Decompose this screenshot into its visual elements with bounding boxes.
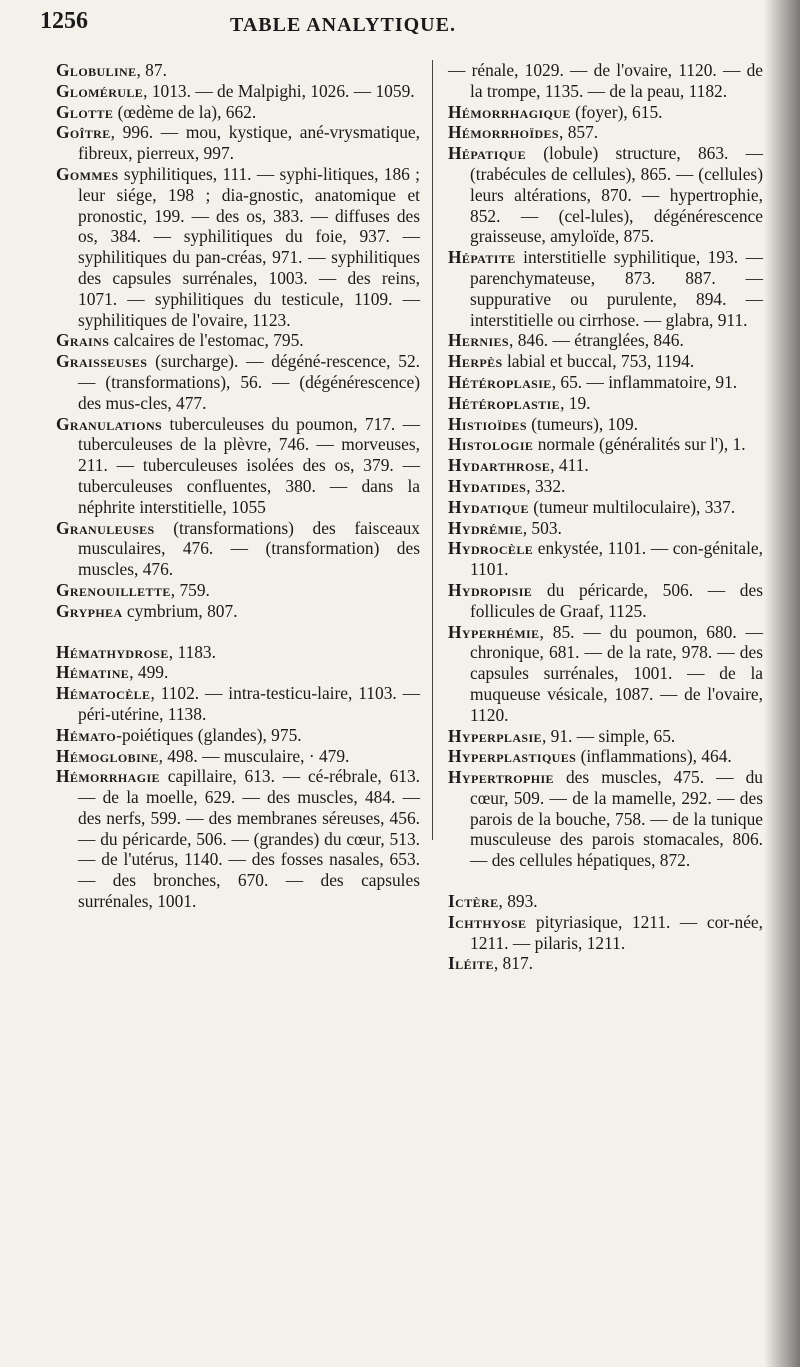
index-entry — [56, 414, 420, 518]
entry-headword: Hydarthrose — [448, 455, 551, 476]
entry-text: , 498. — musculaire, · 479. — [158, 745, 350, 766]
entry-headword: Hémathydrose — [56, 641, 169, 662]
entry-text: pityriasique, 1211. — cor-née, 1211. — pilaris, 1211. — [470, 911, 763, 953]
entry-headword: Histologie — [448, 434, 534, 455]
entry-headword: Granulations — [56, 413, 163, 434]
entry-headword: Herpès — [448, 351, 503, 372]
index-entry — [56, 330, 420, 351]
index-entry — [448, 767, 763, 871]
entry-headword: Hydrémie — [448, 517, 523, 538]
index-entry — [448, 455, 763, 476]
index-entry — [448, 497, 763, 518]
index-entry — [448, 247, 763, 330]
index-entry — [448, 122, 763, 143]
entry-text: , 332. — [526, 475, 566, 496]
index-entry — [448, 476, 763, 497]
index-entry — [448, 143, 763, 247]
entry-headword: Ictère — [448, 891, 499, 912]
entry-text: capillaire, 613. — cé-rébrale, 613. — de la moelle, 629. — des muscles, 484. — des nerfs, 599. — des membranes séreuses, 456. — du péricarde, 506. — (grandes) du cœur, 513. — de l'utérus, 1140. — des fosses nasales, 653. — des bronches, 670. — des capsules surrénales, 1001. — [78, 766, 420, 912]
entry-headword: Gommes — [56, 163, 119, 184]
entry-headword: Hétéroplastie — [448, 392, 561, 413]
entry-text: enkystée, 1101. — con-génitale, 1101. — [470, 538, 763, 580]
index-entry — [56, 102, 420, 123]
index-entry — [56, 518, 420, 580]
entry-text: , 893. — [498, 891, 538, 912]
index-entry — [448, 393, 763, 414]
column-divider — [432, 60, 433, 840]
entry-headword: Hydatique — [448, 496, 529, 517]
index-entry — [56, 351, 420, 413]
index-entry — [56, 683, 420, 725]
entry-text: cymbrium, 807. — [122, 600, 238, 621]
entry-text: syphilitiques, 111. — syphi-litiques, 186 ; leur siége, 198 ; dia-gnostic, anatomique et pronostic, 199. — des os, 383. — diffuses des os, 384. — syphilitiques du foie, 937. — syphilitiques du pan-créas, 971. — syphilitiques des capsules surrénales, 1003. — des reins, 1071. — syphilitiques du testicule, 1109. — syphilitiques de l'ovaire, 1123. — [78, 163, 420, 330]
entry-headword: Hématocèle — [56, 683, 151, 704]
entry-text: , 19. — [560, 392, 591, 413]
index-entry — [448, 351, 763, 372]
index-entry — [56, 122, 420, 164]
entry-headword: Hémoglobine — [56, 745, 159, 766]
entry-headword: Grains — [56, 330, 110, 351]
index-entry — [448, 726, 763, 747]
page-number: 1256 — [40, 8, 88, 34]
index-entry — [448, 953, 763, 974]
index-entry — [448, 580, 763, 622]
entry-text: -poiétiques (glandes), 975. — [116, 724, 302, 745]
entry-text: , 1183. — [168, 641, 216, 662]
entry-headword: Hydropisie — [448, 579, 533, 600]
index-entry — [56, 60, 420, 81]
entry-headword: Hémorrhagique — [448, 101, 571, 122]
index-entry — [56, 642, 420, 663]
entry-text: , 85. — du poumon, 680. — chronique, 681. — de la rate, 978. — des capsules surrénales, 1001. — de la muqueuse vésicale, 1087. — de l'ovaire, 1120. — [470, 621, 763, 725]
entry-text: , 759. — [170, 579, 210, 600]
index-entry — [448, 746, 763, 767]
entry-text: (tumeur multiloculaire), 337. — [528, 496, 736, 517]
index-entry — [448, 434, 763, 455]
entry-text: du péricarde, 506. — des follicules de Graaf, 1125. — [470, 579, 763, 621]
entry-text: tuberculeuses du poumon, 717. — tuberculeuses de la plèvre, 746. — morveuses, 211. — tuberculeuses isolées des os, 379. — tuberculeuses confluentes, 380. — dans la néphrite interstitielle, 1055 — [78, 413, 420, 517]
entry-headword: Hépatique — [448, 143, 527, 164]
entry-text: (transformations) des faisceaux musculaires, 476. — (transformation) des muscles, 476. — [78, 517, 420, 580]
entry-text: normale (généralités sur l'), 1. — [533, 434, 746, 455]
entry-text: , 411. — [550, 455, 589, 476]
entry-headword: Hyperhémie — [448, 621, 540, 642]
entry-text: (tumeurs), 109. — [526, 413, 638, 434]
index-entry — [56, 601, 420, 622]
entry-text: calcaires de l'estomac, 795. — [109, 330, 304, 351]
index-entry — [448, 622, 763, 726]
entry-text: , 846. — étranglées, 846. — [509, 330, 684, 351]
entry-text: (surcharge). — dégéné-rescence, 52. — (transformations), 56. — (dégénérescence) des mus-cles, 477. — [78, 351, 420, 413]
entry-text: (inflammations), 464. — [576, 746, 732, 767]
entry-headword: Hernies — [448, 330, 510, 351]
entry-text: des muscles, 475. — du cœur, 509. — de la mamelle, 292. — des parois de la bouche, 758. — de la tunique musculeuse des parois stomacales, 806. — des cellules hépatiques, 872. — [470, 767, 763, 871]
entry-headword: Hydatides — [448, 475, 527, 496]
index-entry — [56, 580, 420, 601]
entry-text: , 503. — [522, 517, 562, 538]
index-entry — [56, 81, 420, 102]
index-entry — [448, 518, 763, 539]
binding-edge — [764, 0, 800, 1367]
entry-text: , 499. — [129, 662, 169, 683]
entry-text: (lobule) structure, 863. — (trabécules de cellules), 865. — (cellules) leurs altérations, 870. — hypertrophie, 852. — (cel-lules), dégénérescence graisseuse, amyloïde, 875. — [470, 143, 763, 247]
index-entry — [448, 330, 763, 351]
entry-headword: Goître — [56, 122, 111, 143]
index-entry — [448, 891, 763, 912]
entry-headword: Graisseuses — [56, 351, 148, 372]
entry-text: labial et buccal, 753, 1194. — [502, 351, 695, 372]
entry-headword: Histioïdes — [448, 413, 527, 434]
index-entry — [56, 164, 420, 330]
entry-headword: Gryphea — [56, 600, 123, 621]
entry-headword: Hyperplasie — [448, 725, 542, 746]
entry-headword: Grenouillette — [56, 579, 171, 600]
index-entry — [448, 60, 763, 102]
entry-text: , 87. — [136, 60, 167, 80]
entry-text: , 65. — inflammatoire, 91. — [551, 371, 738, 392]
entry-headword: Glomérule — [56, 80, 144, 101]
entry-headword: Hypertrophie — [448, 767, 554, 788]
index-entry — [56, 725, 420, 746]
entry-headword: Hépatite — [448, 247, 516, 268]
entry-headword: Globuline — [56, 60, 137, 80]
index-entry — [56, 766, 420, 912]
entry-text: , 1102. — intra-testicu-laire, 1103. — péri-utérine, 1138. — [78, 683, 420, 724]
index-entry — [448, 912, 763, 954]
entry-headword: Hémorrhoïdes — [448, 122, 560, 143]
entry-headword: Hémorrhagie — [56, 766, 160, 787]
right-column — [448, 60, 763, 974]
entry-headword: Hétéroplasie — [448, 371, 552, 392]
entry-headword: Hématine — [56, 662, 130, 683]
entry-headword: Hyperplastiques — [448, 746, 577, 767]
entry-text: — rénale, 1029. — de l'ovaire, 1120. — de la trompe, 1135. — de la peau, 1182. — [448, 60, 763, 101]
left-column — [56, 60, 420, 912]
entry-text: , 817. — [493, 953, 533, 974]
entry-text: , 1013. — de Malpighi, 1026. — 1059. — [143, 80, 415, 101]
entry-headword: Hydrocèle — [448, 538, 534, 559]
index-entry — [56, 662, 420, 683]
entry-headword: Iléite — [448, 953, 494, 974]
entry-headword: Ichthyose — [448, 911, 527, 932]
index-entry — [448, 102, 763, 123]
running-title: TABLE ANALYTIQUE. — [230, 14, 456, 36]
index-entry — [448, 414, 763, 435]
entry-text: (œdème de la), 662. — [113, 101, 257, 122]
entry-text: , 91. — simple, 65. — [541, 725, 676, 746]
entry-text: (foyer), 615. — [570, 101, 663, 122]
entry-headword: Hémato — [56, 724, 117, 745]
entry-headword: Granuleuses — [56, 517, 155, 538]
index-entry — [448, 372, 763, 393]
index-entry — [448, 538, 763, 580]
entry-text: interstitielle syphilitique, 193. — parenchymateuse, 873. 887. — suppurative ou purulente, 894. — interstitielle ou cirrhose. — glabra, 911. — [470, 247, 763, 330]
entry-text: , 857. — [559, 122, 599, 143]
entry-text: , 996. — mou, kystique, ané-vrysmatique, fibreux, pierreux, 997. — [78, 122, 420, 164]
entry-headword: Glotte — [56, 101, 114, 122]
index-entry — [56, 746, 420, 767]
